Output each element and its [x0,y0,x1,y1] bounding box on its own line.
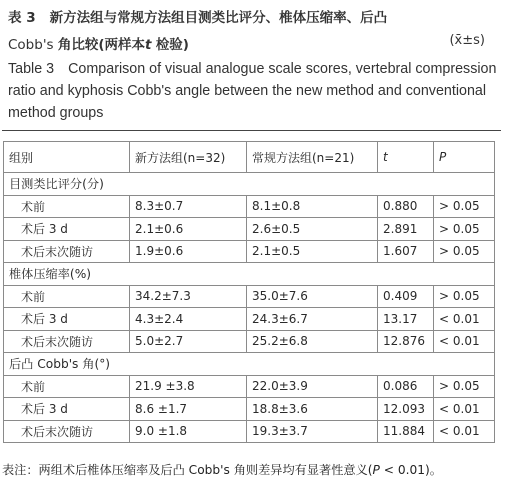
cell-conventional: 2.6±0.5 [247,218,378,241]
header-conventional-method: 常规方法组(n=21) [247,142,378,173]
cell-new: 9.0 ±1.8 [130,420,247,443]
table-header-row [4,142,495,173]
table-row [4,398,495,421]
table-row [4,308,495,331]
group-row-compression [4,263,495,286]
table-row [4,195,495,218]
cell-conventional: 25.2±6.8 [247,330,378,353]
chinese-title-test: 检验) [155,37,189,53]
chinese-title-t: t [145,37,152,53]
table-row [4,330,495,353]
statistic-label: (x̄±s) [449,33,485,48]
cell-conventional: 18.8±3.6 [247,398,378,421]
chinese-title-line2 [8,33,189,53]
table-footnote [2,461,442,478]
cell-new: 8.3±0.7 [130,195,247,218]
table-row [4,375,495,398]
table-row [4,218,495,241]
table-row [4,285,495,308]
cell-conventional: 2.1±0.5 [247,240,378,263]
comparison-table [3,141,495,443]
cell-new: 1.9±0.6 [130,240,247,263]
group-label: 目测类比评分(分) [4,173,495,196]
cell-new: 21.9 ±3.8 [130,375,247,398]
cell-conventional: 22.0±3.9 [247,375,378,398]
cell-p: > 0.05 [434,195,495,218]
row-label: 术后末次随访 [4,330,130,353]
cell-p: > 0.05 [434,240,495,263]
footnote-text: 表注：两组术后椎体压缩率及后凸 Cobb's 角则差异均有显著性意义( [2,463,373,477]
cell-t: 0.880 [378,195,434,218]
row-label: 术前 [4,285,130,308]
cell-conventional: 24.3±6.7 [247,308,378,331]
cell-p: < 0.01 [434,330,495,353]
header-t: t [378,142,434,173]
footnote-p: P [372,463,380,477]
table-row [4,420,495,443]
cell-t: 12.876 [378,330,434,353]
cell-conventional: 8.1±0.8 [247,195,378,218]
chinese-title-text: 新方法组与常规方法组目测类比评分、椎体压缩率、后凸 [49,10,388,26]
header-group: 组别 [4,142,130,173]
cell-t: 0.409 [378,285,434,308]
chinese-title-comparison: 角比较(两样本 [57,37,146,53]
cell-new: 4.3±2.4 [130,308,247,331]
cell-new: 2.1±0.6 [130,218,247,241]
cell-t: 1.607 [378,240,434,263]
group-row-vas [4,173,495,196]
cell-conventional: 35.0±7.6 [247,285,378,308]
top-rule [2,130,501,131]
cell-p: > 0.05 [434,285,495,308]
table-number-en: Table 3 [8,61,55,77]
chinese-title-cobb: Cobb's [8,37,54,53]
cell-t: 2.891 [378,218,434,241]
cell-p: > 0.05 [434,218,495,241]
cell-t: 12.093 [378,398,434,421]
cell-p: < 0.01 [434,308,495,331]
chinese-title-line1 [8,6,387,26]
cell-new: 5.0±2.7 [130,330,247,353]
row-label: 术前 [4,195,130,218]
english-title [8,58,500,124]
row-label: 术后 3 d [4,308,130,331]
group-row-cobb [4,353,495,376]
row-label: 术后 3 d [4,218,130,241]
row-label: 术后末次随访 [4,420,130,443]
cell-new: 8.6 ±1.7 [130,398,247,421]
row-label: 术前 [4,375,130,398]
english-title-text: Comparison of visual analogue scale scores, vertebral compression ratio and kyphosis Cobb's angle between the new method and conventional method groups [8,61,497,121]
cell-p: < 0.01 [434,398,495,421]
header-new-method: 新方法组(n=32) [130,142,247,173]
table-number-cn: 表 3 [8,10,36,26]
cell-p: < 0.01 [434,420,495,443]
cell-t: 0.086 [378,375,434,398]
footnote-end: < 0.01)。 [379,463,442,477]
cell-t: 11.884 [378,420,434,443]
cell-t: 13.17 [378,308,434,331]
header-p: P [434,142,495,173]
table-row [4,240,495,263]
cell-new: 34.2±7.3 [130,285,247,308]
cell-conventional: 19.3±3.7 [247,420,378,443]
group-label: 椎体压缩率(%) [4,263,495,286]
row-label: 术后 3 d [4,398,130,421]
row-label: 术后末次随访 [4,240,130,263]
group-label: 后凸 Cobb's 角(°) [4,353,495,376]
cell-p: > 0.05 [434,375,495,398]
